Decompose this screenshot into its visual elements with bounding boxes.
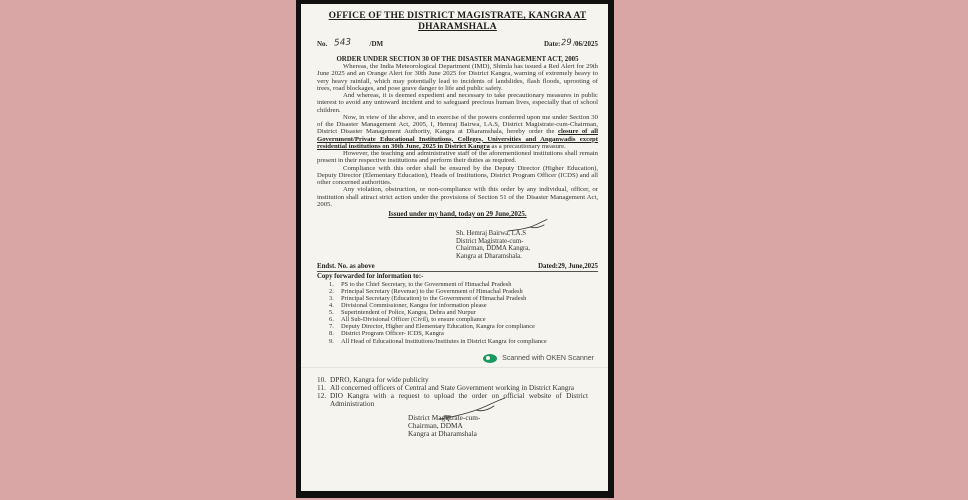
paragraph-compliance: Compliance with this order shall be ensured by the Deputy Director (Higher Education), Deputy Director (Elementary Education), Heads of Institutions, District Program Officer (ICDS) and all other concerned authorities. — [317, 164, 598, 186]
scanner-badge-label: Scanned with OKEN Scanner — [502, 354, 594, 362]
paragraph-order-pre: Now, in view of the above, and in exercise of the powers conferred upon me under Section 30 of the Disaster Management Act, 2005, I, Hemraj Bairwa, I.A.S, District Magistrate-cum-Chairman, District Disaster Management Authority, Kangra at Dharamshala, hereby order the — [317, 113, 598, 136]
ref-no-handwritten: 543 — [334, 37, 352, 49]
endorsement-row — [317, 263, 598, 272]
paragraph-order-closure: closure of all Government/Private Educational Institutions, Colleges, Universities and Anganwadis except residential institutions on 30th June, 2025 in District Kangra — [317, 128, 598, 150]
oken-scanner-icon — [483, 354, 497, 363]
scanner-badge — [317, 354, 594, 363]
paragraph-order-post: as a precautionary measure. — [489, 142, 566, 150]
document-content — [301, 4, 608, 491]
list-item: 8. District Program Officer- ICDS, Kangra — [329, 330, 444, 338]
office-header-line1: OFFICE OF THE DISTRICT MAGISTRATE, KANGRA AT — [328, 11, 587, 21]
date-day-handwritten: 29 — [561, 37, 573, 49]
copy-forwarded-heading: Copy forwarded for information to:- — [317, 272, 424, 280]
bottom-signatory-place: Kangra at Dharamshala — [408, 429, 477, 439]
bottom-signatory-block — [408, 414, 558, 439]
endorsement-dated: Dated:29, June,2025 — [538, 262, 598, 270]
date-rest: /06/2025 — [573, 40, 598, 48]
ref-dm-suffix: /DM — [369, 40, 384, 48]
paragraph-and-whereas: And whereas, it is deemed expedient and necessary to take precautionary measures in public interest to avoid any untoward incident and to safeguard precious human lives, especially that of school children. — [317, 92, 598, 114]
signatory-place: Kangra at Dharamshala. — [456, 253, 522, 261]
list-item: 7. Deputy Director, Higher and Elementary Education, Kangra for compliance — [329, 323, 535, 331]
scanned-document-page — [296, 0, 614, 498]
signature-icon — [436, 397, 510, 423]
reference-row — [317, 39, 598, 49]
list-item: 2. Principal Secretary (Revenue) to the Government of Himachal Pradesh — [329, 287, 523, 295]
list-item: 5. Superintendent of Police, Kangra, Dehra and Nurpur — [329, 309, 476, 317]
date-group — [544, 39, 598, 49]
issued-line: Issued under my hand, today on 29 June,2025. — [388, 210, 527, 218]
endorsement-left: Endst. No. as above — [317, 262, 375, 270]
list-item: 11. All concerned officers of Central and State Government working in District Kangra — [317, 382, 575, 392]
scan-seam-divider — [301, 367, 608, 368]
paragraph-violation: Any violation, obstruction, or non-compliance with this order by any individual, officer, or institution shall attract strict action under the provisions of Section 51 of the Disaster Management Act, 2005. — [317, 186, 598, 208]
order-heading: ORDER UNDER SECTION 30 OF THE DISASTER MANAGEMENT ACT, 2005 — [336, 56, 579, 63]
date-label: Date: — [543, 40, 561, 48]
bottom-signatory-title-1: District Magistrate-cum- — [408, 413, 481, 423]
list-item: 3. Principal Secretary (Education) to the Government of Himachal Pradesh — [329, 295, 527, 302]
copy-list — [329, 281, 598, 345]
office-header-line2: DHARAMSHALA — [418, 22, 497, 32]
bottom-signatory-title-2: Chairman, DDMA — [408, 421, 463, 431]
signatory-title-1: District Magistrate-cum- — [456, 237, 524, 245]
signatory-title-2: Chairman, DDMA Kangra, — [456, 245, 530, 253]
list-item: 12. DIO Kangra with a request to upload the order on official website of District Administration — [317, 390, 588, 408]
ref-no-label: No. — [317, 40, 328, 48]
signatory-block — [456, 230, 574, 261]
list-item: 9. All Head of Educational Institutions/Institutes in District Kangra for compliance — [329, 337, 547, 345]
list-item: 4. Divisional Commissioner, Kangra for information please — [329, 302, 487, 310]
list-item: 10. DPRO, Kangra for wide publicity — [317, 374, 429, 384]
signatory-name: Sh. Hemraj Bairwa, I.A.S — [456, 230, 527, 237]
list-item: 1. PS to the Chief Secretary, to the Government of Himachal Pradesh — [329, 280, 512, 288]
paragraph-whereas: Whereas, the India Meteorological Department (IMD), Shimla has issued a Red Alert for 29th June 2025 and an Orange Alert for 30th June 2025 for District Kangra, warning of extremely heavy to very heavy rainfall, which may potentially lead to incidents of landslides, flash floods, uprooting of trees, road blockages, and pose grave danger to life and public safety. — [317, 63, 598, 92]
paragraph-order — [317, 114, 598, 150]
list-item: 6. All Sub-Divisional Officer (Civil), to ensure compliance — [329, 316, 486, 324]
paragraph-however: However, the teaching and administrative staff of the aforementioned institutions shall remain present in their respective institutions and perform their duties as required. — [317, 150, 598, 165]
office-header — [317, 11, 598, 33]
